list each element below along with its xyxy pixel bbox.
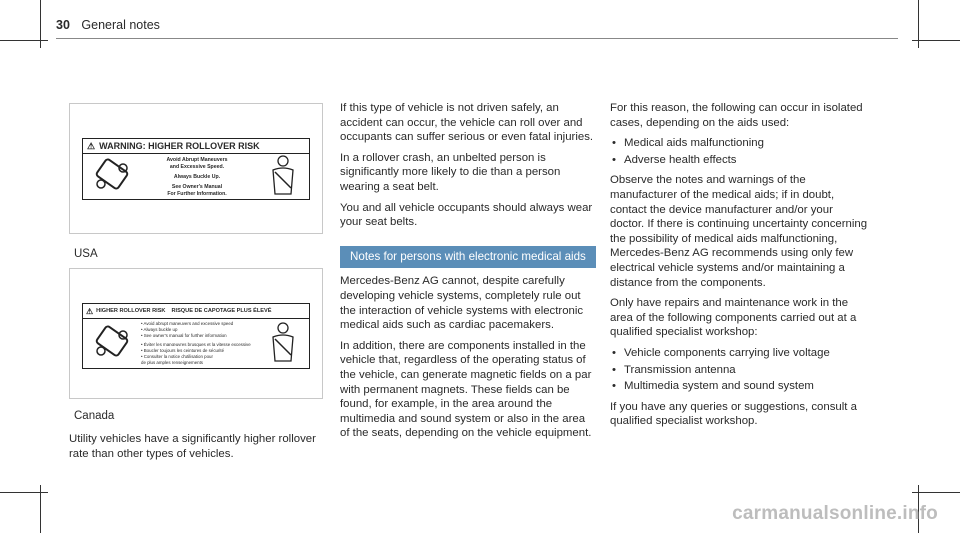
paragraph: In a rollover crash, an unbelted person is significantly more likely to die than a person wearing a seat belt. [340,151,561,193]
crop-mark [912,492,960,493]
seatbelt-person-icon [263,321,303,365]
warning-line: Avoid Abrupt Maneuvers [166,157,228,163]
figure-usa [69,103,323,234]
caption-canada: Canada [74,410,115,422]
bullet-list [610,346,868,394]
section-heading: Notes for persons with electronic medical aids [340,246,596,269]
warning-line: • Consulter la notice d'utilisation pour [141,354,213,360]
page-header [56,18,160,32]
paragraph: For this reason, the following can occur in isolated cases, depending on the aids used: [610,102,863,129]
warning-text-usa [147,157,247,198]
caption-usa: USA [74,248,98,260]
warning-line: See Owner's Manual [171,184,223,190]
warning-text-canada [141,321,259,366]
page-number: 30 [56,18,70,32]
paragraph: If you have any queries or suggestions, consult a qualified specialist workshop. [610,400,857,428]
warning-line: and Excessive Speed. [169,164,225,170]
paragraph: Utility vehicles have a significantly higher rollover rate than other types of vehicles. [69,433,316,460]
warning-label-canada [82,303,310,369]
warning-line: • Always buckle up [141,327,178,333]
seatbelt-person-icon [263,154,303,198]
warning-label-usa [82,138,310,200]
warning-triangle-icon: ⚠ [87,140,96,151]
list-item: • Adverse health effects [610,153,868,168]
warning-line: Always Buckle Up. [173,174,221,180]
paragraph: Observe the notes and warnings of the manufacturer of the medical aids; if in doubt, contact the device manufacturer and/or your doctor. If there is continuing uncertainty concerning the possibility of medical aids malfunctioning, Mercedes-Benz AG recommends using only few electrical vehicle systems and/or maintaining a distance from the components. [610,174,868,289]
warning-title-bar [83,139,309,154]
warning-line: • Avoid abrupt maneuvers and excessive speed [141,321,234,326]
column-3 [610,101,868,435]
list-item: • Multimedia system and sound system [610,379,868,394]
warning-triangle-icon: ⚠ [86,306,94,316]
column-1 [69,432,325,467]
paragraph: You and all vehicle occupants should always wear your seat belts. [340,201,593,229]
warning-line: For Further Information. [167,191,227,197]
watermark: carmanualsonline.info [732,503,938,524]
list-item: • Transmission antenna [610,363,868,378]
crop-mark [0,40,48,41]
header-rule [56,38,898,39]
column-2 [340,101,596,447]
bullet-list [610,136,868,167]
warning-line: • Boucler toujours les ceintures de sécurité [141,347,225,353]
paragraph: Mercedes-Benz AG cannot, despite carefully developing vehicle systems, completely rule out the interaction of vehicle systems with electronic medical aids such as cardiac pacemakers. [340,275,584,332]
list-item: • Medical aids malfunctioning [610,136,868,151]
warning-line: de plus amples renseignements [141,360,203,366]
paragraph: In addition, there are components installed in the vehicle that, regardless of the operating status of the vehicle, can generate magnetic fields on a par with permanent magnets. These fields can be found, for example, in the area around the multimedia and sound system or also in the area of the seats, depending on the vehicle equipment. [340,339,592,440]
warning-line: • Éviter les manœuvres brusques et la vitesse excessive [141,341,251,347]
page-title: General notes [81,18,160,32]
warning-line: • See owner's manual for further information [141,333,227,339]
rollover-vehicle-icon [91,156,135,196]
paragraph: If this type of vehicle is not driven safely, an accident can occur, the vehicle can roll over and occupants can suffer serious or even fatal injuries. [340,102,594,144]
warning-title-bar [83,304,309,319]
figure-canada [69,268,323,399]
warning-title-fr: RISQUE DE CAPOTAGE PLUS ÉLEVÉ [171,308,272,314]
warning-title-en: HIGHER ROLLOVER RISK [96,308,166,314]
crop-mark [0,492,48,493]
list-item: • Vehicle components carrying live voltage [610,346,868,361]
paragraph: Only have repairs and maintenance work in the area of the following components carried out at a qualified specialist workshop: [610,297,857,339]
rollover-vehicle-icon [91,323,135,363]
warning-title: WARNING: HIGHER ROLLOVER RISK [99,141,260,151]
crop-mark [912,40,960,41]
